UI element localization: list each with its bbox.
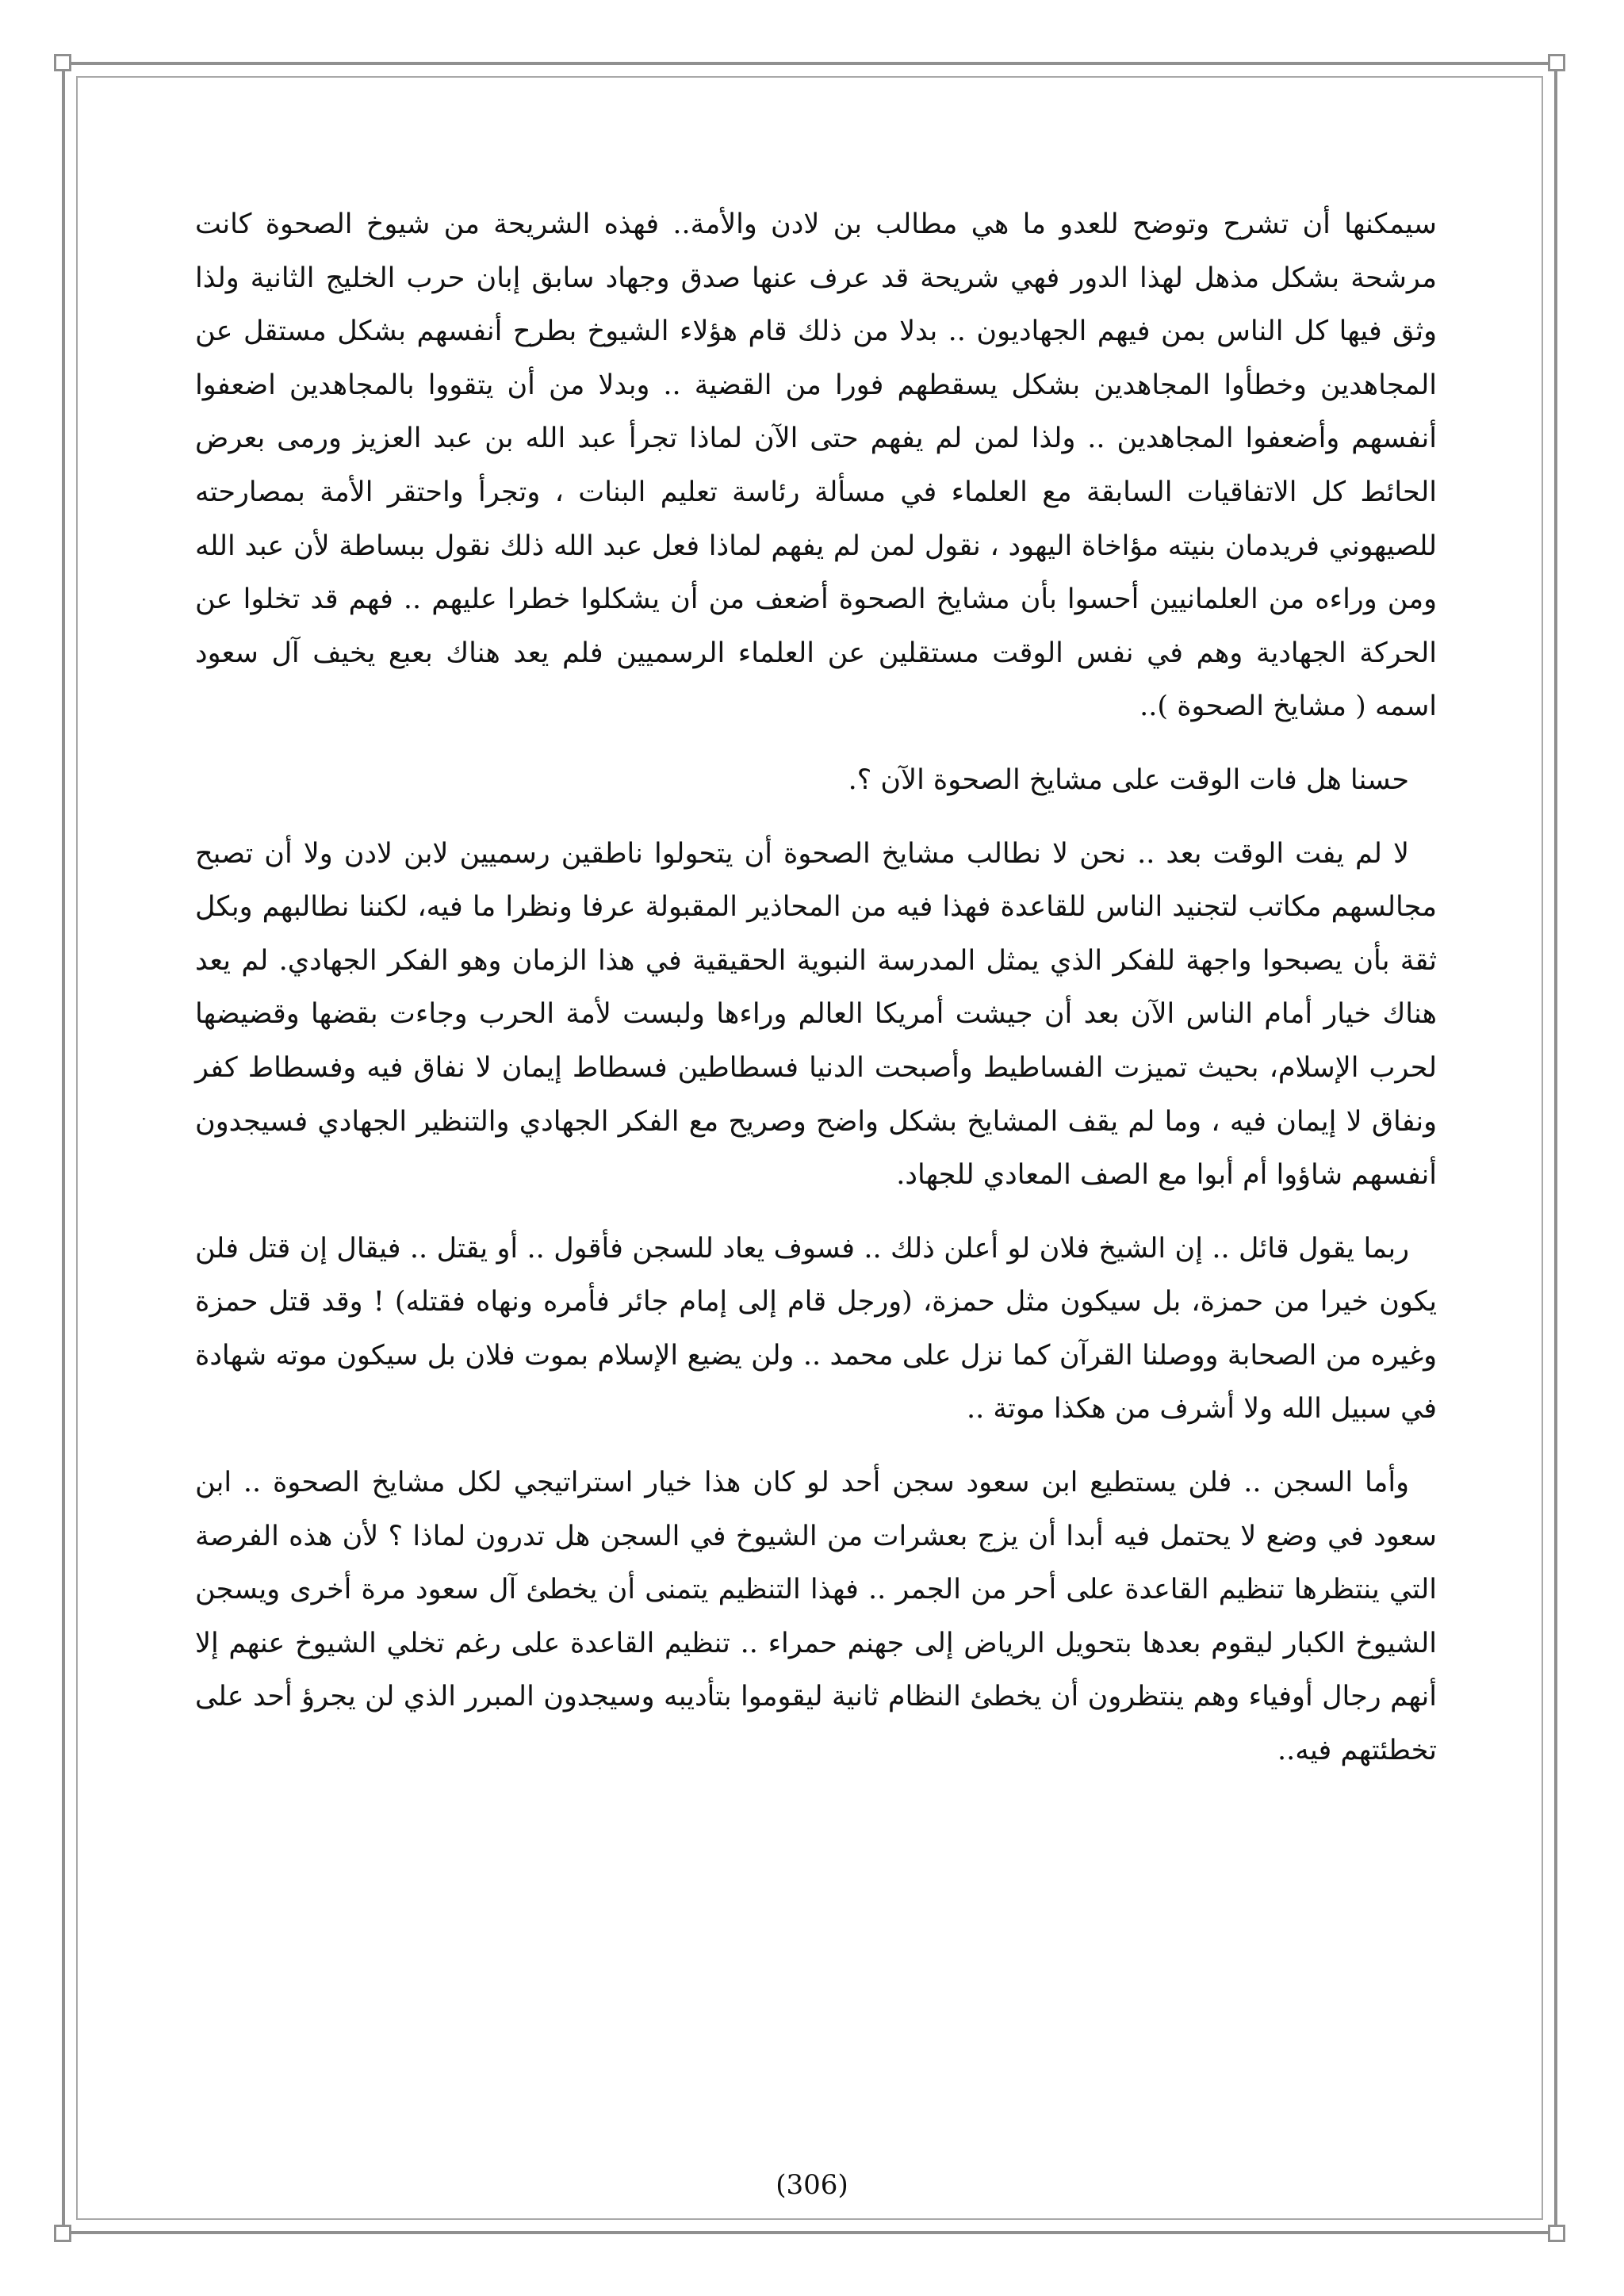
border-corner-bottom-right: [1548, 2225, 1565, 2242]
page-number: (306): [776, 2169, 848, 2201]
paragraph-2: حسنا هل فات الوقت على مشايخ الصحوة الآن ؟.: [848, 763, 1409, 796]
paragraph-4: ربما يقول قائل .. إن الشيخ فلان لو أعلن ذلك .. فسوف يعاد للسجن فأقول .. أو يقتل .. فيقال إن قتل فلن يكون خيرا من حمزة، بل سيكون مثل حمزة، (ورجل قام إلى إمام جائر فأمره ونهاه فقتله) ! وقد قتل حمزة وغيره من الصحابة ووصلنا القرآن كما نزل على محمد .. ولن يضيع الإسلام بموت فلان بل سيكون موته شهادة في سبيل الله ولا أشرف من هكذا موتة ..: [195, 1232, 1437, 1425]
page-body: [195, 198, 1437, 1798]
border-corner-bottom-left: [54, 2225, 71, 2242]
border-corner-top-right: [1548, 54, 1565, 71]
border-corner-top-left: [54, 54, 71, 71]
paragraph-3: لا لم يفت الوقت بعد .. نحن لا نطالب مشايخ الصحوة أن يتحولوا ناطقين رسميين لابن لادن ولا أن تصبح مجالسهم مكاتب لتجنيد الناس للقاعدة فهذا فيه من المحاذير المقبولة عرفا ونظرا ما فيه، لكننا نطالبهم وبكل ثقة بأن يصبحوا واجهة للفكر الذي يمثل المدرسة النبوية الحقيقية في هذا الزمان وهو الفكر الجهادي. لم يعد هناك خيار أمام الناس الآن بعد أن جيشت أمريكا العالم وراءها ولبست لأمة الحرب وجاءت بقضها وقضيضها لحرب الإسلام، بحيث تميزت الفساطيط وأصبحت الدنيا فسطاطين فسطاط إيمان لا نفاق فيه وفسطاط كفر ونفاق لا إيمان فيه ، وما لم يقف المشايخ بشكل واضح وصريح مع الفكر الجهادي والتنظير الجهادي فسيجدون أنفسهم شاؤوا أم أبوا مع الصف المعادي للجهاد.: [195, 837, 1437, 1192]
paragraph-5: وأما السجن .. فلن يستطيع ابن سعود سجن أحد لو كان هذا خيار استراتيجي لكل مشايخ الصحوة .. ابن سعود في وضع لا يحتمل فيه أبدا أن يزج بعشرات من الشيوخ في السجن هل تدرون لماذا ؟ لأن هذه الفرصة التي ينتظرها تنظيم القاعدة على أحر من الجمر .. فهذا التنظيم يتمنى أن يخطئ آل سعود مرة أخرى ويسجن الشيوخ الكبار ليقوم بعدها بتحويل الرياض إلى جهنم حمراء .. تنظيم القاعدة على رغم تخلي الشيوخ عنهم إلا أنهم رجال أوفياء وهم ينتظرون أن يخطئ النظام ثانية ليقوموا بتأديبه وسيجدون المبرر الذي لن يجرؤ أحد على تخطئتهم فيه..: [195, 1467, 1437, 1767]
paragraph-1: سيمكنها أن تشرح وتوضح للعدو ما هي مطالب بن لادن والأمة.. فهذه الشريحة من شيوخ الصحوة كانت مرشحة بشكل مذهل لهذا الدور فهي شريحة قد عرف عنها صدق وجهاد سابق إبان حرب الخليج الثانية ولذا وثق فيها كل الناس بمن فيهم الجهاديون .. بدلا من ذلك قام هؤلاء الشيوخ بطرح أنفسهم بشكل مستقل عن المجاهدين وخطأوا المجاهدين بشكل يسقطهم فورا من القضية .. وبدلا من أن يتقووا بالمجاهدين اضعفوا أنفسهم وأضعفوا المجاهدين .. ولذا لمن لم يفهم حتى الآن لماذا تجرأ عبد الله بن عبد العزيز ورمى بعرض الحائط كل الاتفاقيات السابقة مع العلماء في مسألة رئاسة تعليم البنات ، وتجرأ واحتقر الأمة بمصارحته للصيهوني فريدمان بنيته مؤاخاة اليهود ، نقول لمن لم يفهم لماذا فعل عبد الله ذلك نقول ببساطة لأن عبد الله ومن وراءه من العلمانيين أحسوا بأن مشايخ الصحوة أضعف من أن يشكلوا خطرا عليهم .. فهم قد تخلوا عن الحركة الجهادية وهم في نفس الوقت مستقلين عن العلماء الرسميين فلم يعد هناك بعبع يخيف آل سعود اسمه ( مشايخ الصحوة )..: [195, 209, 1437, 723]
